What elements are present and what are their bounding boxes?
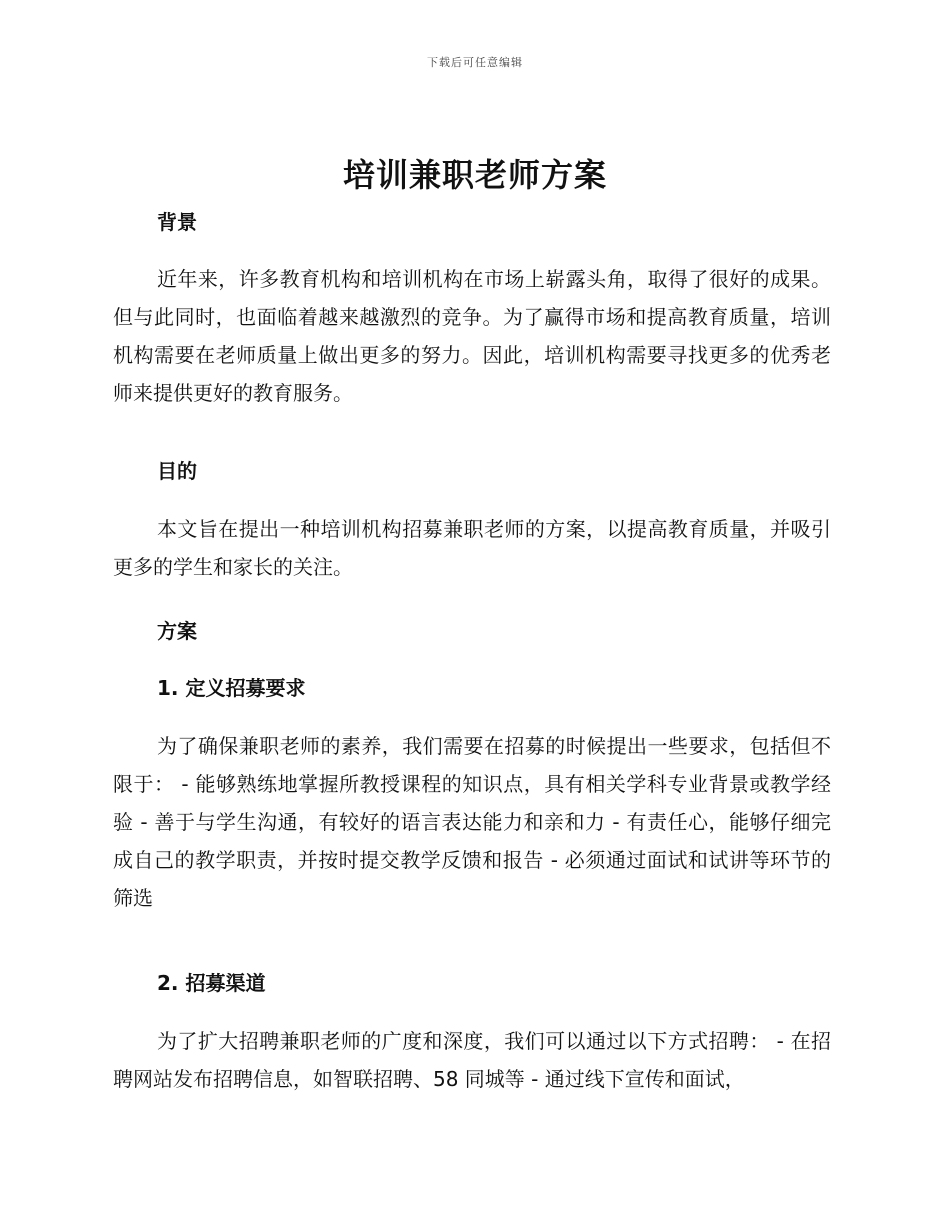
heading-requirements: 1. 定义招募要求 <box>157 676 306 700</box>
heading-purpose: 目的 <box>157 459 197 483</box>
document-title: 培训兼职老师方案 <box>342 156 607 194</box>
paragraph-channels: 为了扩大招聘兼职老师的广度和深度，我们可以通过以下方式招聘： - 在招聘网站发布招聘信息，如智联招聘、58 同城等 - 通过线下宣传和面试， <box>113 1029 831 1091</box>
heading-channels: 2. 招募渠道 <box>157 971 266 995</box>
paragraph-background: 近年来，许多教育机构和培训机构在市场上崭露头角，取得了很好的成果。但与此同时，也面临着越来越激烈的竞争。为了赢得市场和提高教育质量，培训机构需要在老师质量上做出更多的努力。因此，培训机构需要寻找更多的优秀老师来提供更好的教育服务。 <box>113 267 831 405</box>
header-note: 下载后可任意编辑 <box>427 56 523 69</box>
paragraph-requirements: 为了确保兼职老师的素养，我们需要在招募的时候提出一些要求，包括但不限于： - 能够熟练地掌握所教授课程的知识点，具有相关学科专业背景或教学经验 - 善于与学生沟通，有较好的语言表达能力和亲和力 - 有责任心，能够仔细完成自己的教学职责，并按时提交教学反馈和报告 - 必须通过面试和试讲等环节的筛选 <box>113 734 831 910</box>
paragraph-purpose: 本文旨在提出一种培训机构招募兼职老师的方案，以提高教育质量，并吸引更多的学生和家长的关注。 <box>113 517 831 579</box>
heading-background: 背景 <box>157 210 197 234</box>
heading-plan: 方案 <box>157 619 197 643</box>
